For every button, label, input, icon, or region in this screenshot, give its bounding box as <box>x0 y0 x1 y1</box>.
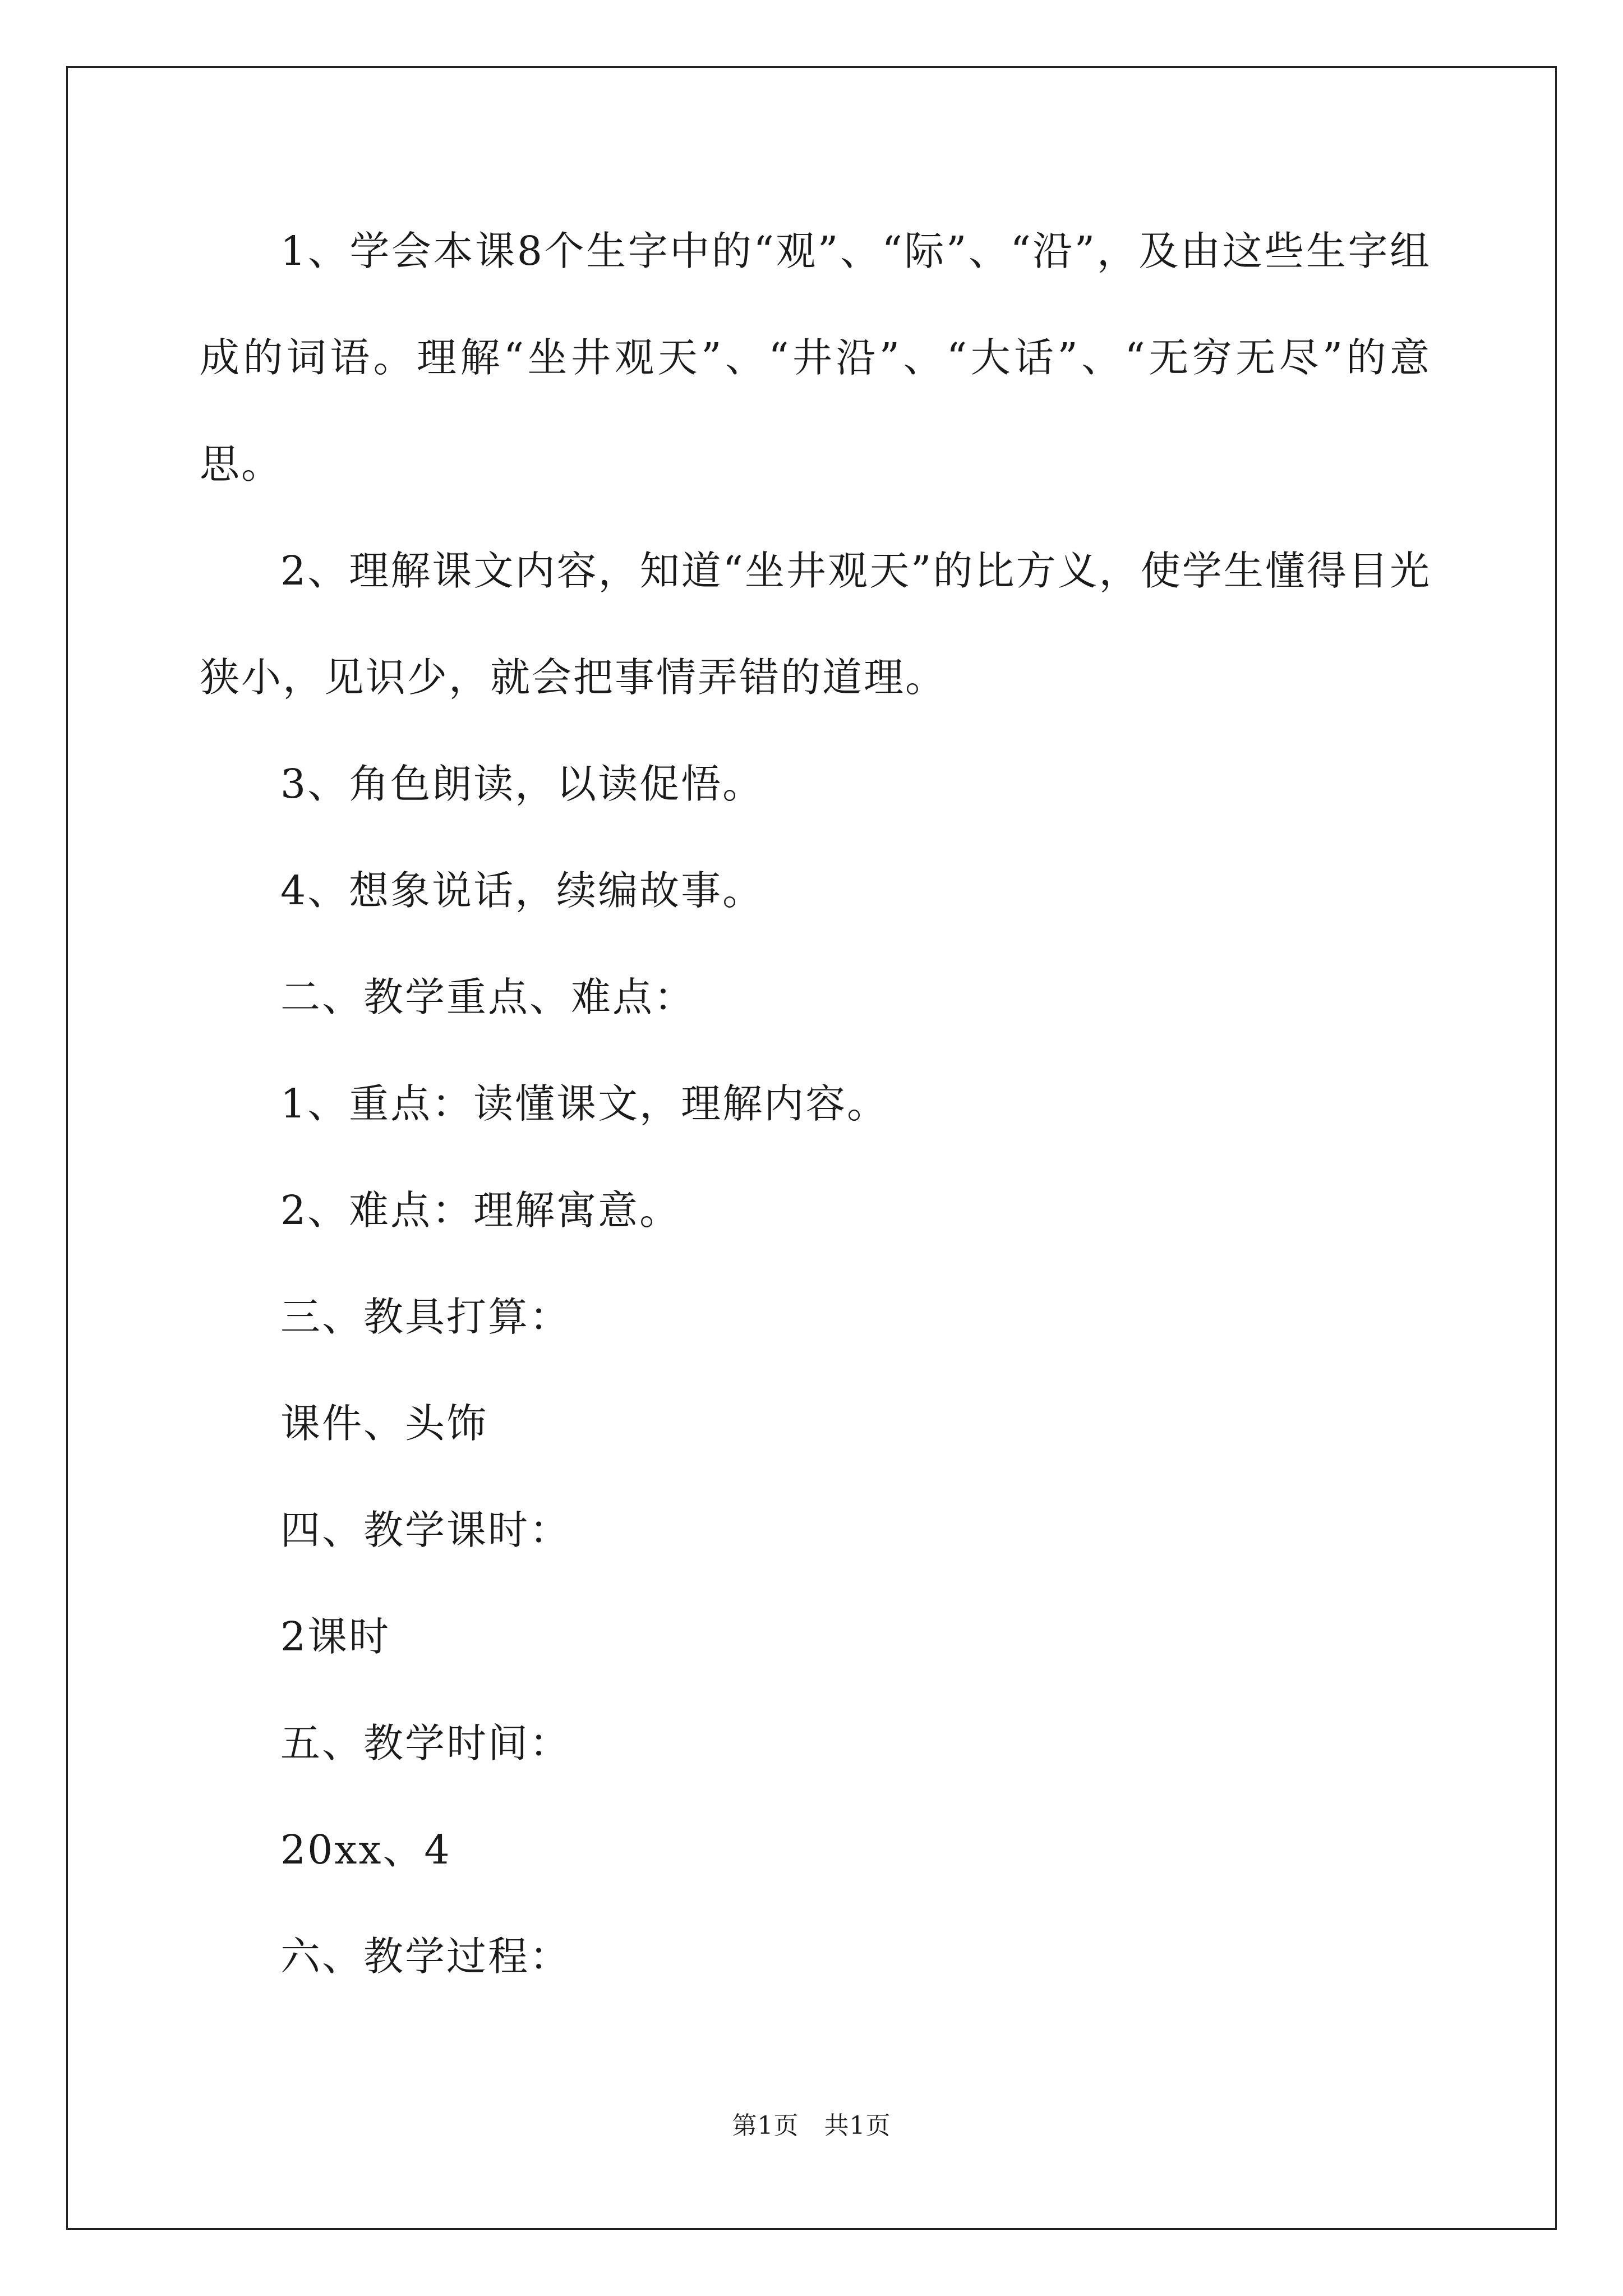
section-heading-teaching-process: 六、教学过程： <box>280 1933 571 1980</box>
section-heading-class-hours: 四、教学课时： <box>280 1507 571 1553</box>
paragraph-teaching-aids: 课件、头饰 <box>280 1400 488 1447</box>
paragraph-class-hours: 2课时 <box>280 1613 391 1660</box>
paragraph-teaching-time: 20xx、4 <box>280 1826 451 1873</box>
paragraph-difficulty: 2、难点：理解寓意。 <box>280 1187 681 1234</box>
paragraph-objective-2: 2、理解课文内容，知道“坐井观天”的比方义，使学生懂得目光狭小，见识少，就会把事情弄错的道理。 <box>200 547 1431 701</box>
section-heading-key-points: 二、教学重点、难点： <box>280 974 696 1020</box>
paragraph-objective-3: 3、角色朗读，以读促悟。 <box>280 761 764 807</box>
section-heading-teaching-aids: 三、教具打算： <box>280 1294 571 1340</box>
paragraph-objective-1: 1、学会本课8个生字中的“观”、“际”、“沿”，及由这些生字组成的词语。理解“坐井观天”、“井沿”、“大话”、“无穷无尽”的意思。 <box>200 228 1431 487</box>
section-heading-teaching-time: 五、教学时间： <box>280 1720 571 1766</box>
paragraph-objective-4: 4、想象说话，续编故事。 <box>280 867 764 914</box>
paragraph-key-point: 1、重点：读懂课文，理解内容。 <box>280 1080 889 1127</box>
page-footer: 第1页 共1页 <box>732 2111 891 2140</box>
